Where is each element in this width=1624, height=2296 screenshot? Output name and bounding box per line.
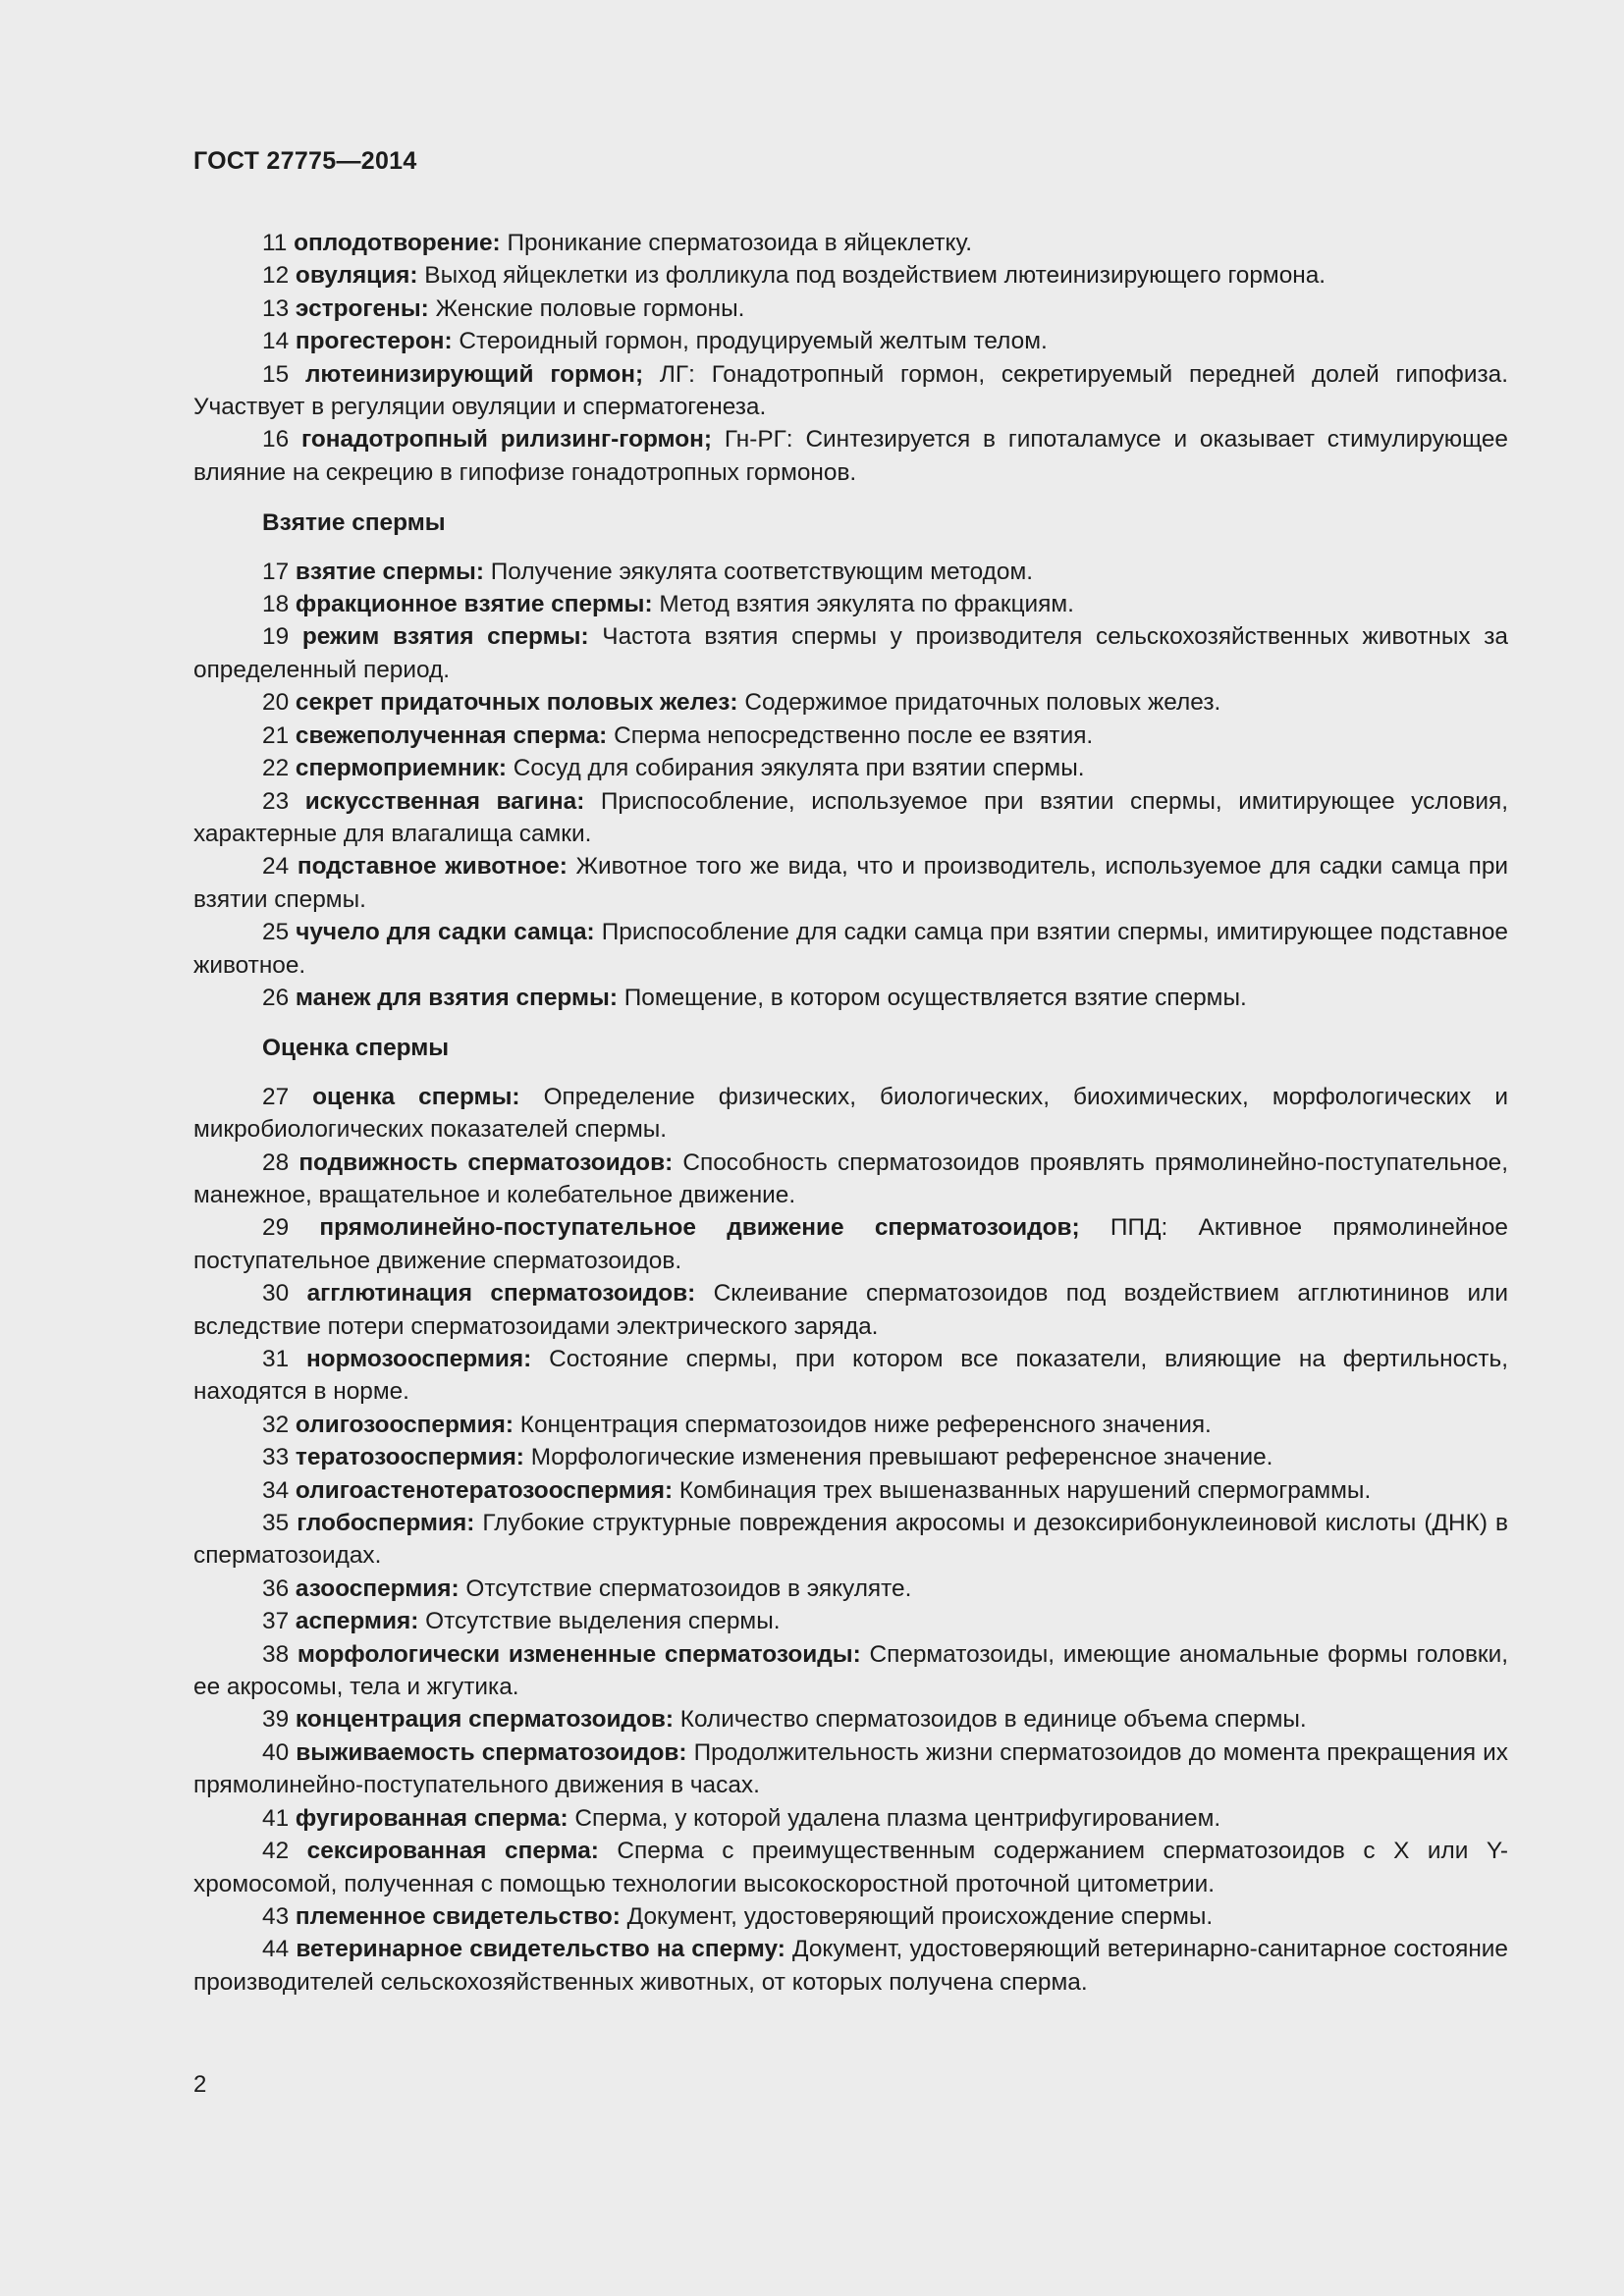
term-entry xyxy=(193,785,1508,851)
term-number: 26 xyxy=(262,984,290,1011)
term-number: 13 xyxy=(262,294,290,322)
term-name: оценка спермы: xyxy=(312,1083,520,1110)
term-number: 37 xyxy=(262,1608,290,1635)
term-section xyxy=(193,227,1508,489)
term-name: эстрогены: xyxy=(295,294,429,322)
term-section xyxy=(193,507,1508,1014)
section-heading: Взятие спермы xyxy=(262,509,446,537)
term-entry xyxy=(193,686,1508,719)
term-definition: Количество сперматозоидов в единице объема спермы. xyxy=(673,1706,1307,1734)
term-number: 11 xyxy=(262,230,288,256)
document-body xyxy=(193,227,1508,1999)
term-number: 35 xyxy=(262,1510,290,1537)
term-entry xyxy=(193,720,1508,752)
term-entry xyxy=(193,259,1508,292)
term-entry xyxy=(193,1703,1508,1735)
term-name: прямолинейно-поступательное движение сперматозоидов; xyxy=(319,1214,1080,1242)
term-name: режим взятия спермы: xyxy=(301,623,589,651)
term-entry xyxy=(193,1736,1508,1802)
term-entry xyxy=(193,358,1508,424)
term-entry xyxy=(193,1507,1508,1573)
term-number: 14 xyxy=(262,328,290,355)
term-definition: Продолжительность жизни сперматозоидов до момента прекращения их прямолинейно-поступательного движения в часах. xyxy=(193,1738,1508,1799)
term-name: лютеинизирующий гормон; xyxy=(304,360,644,388)
term-definition: Получение эякулята соответствующим методом. xyxy=(484,558,1034,585)
term-number: 28 xyxy=(262,1148,290,1176)
term-entry xyxy=(193,982,1508,1014)
term-name: овуляция: xyxy=(295,262,418,290)
term-definition: Приспособление для садки самца при взятии спермы, имитирующее подставное животное. xyxy=(193,919,1509,979)
term-number: 38 xyxy=(262,1640,290,1668)
term-number: 40 xyxy=(262,1738,290,1766)
term-number: 15 xyxy=(262,360,290,388)
term-name: гонадотропный рилизинг-гормон; xyxy=(301,426,713,454)
term-definition: Глубокие структурные повреждения акросомы и дезоксирибонуклеиновой кислоты (ДНК) в сперматозоидах. xyxy=(193,1510,1508,1570)
term-number: 22 xyxy=(262,755,290,782)
term-entry xyxy=(193,1277,1508,1343)
term-definition: Склеивание сперматозоидов под воздействием агглютининов или вследствие потери сперматозоидами электрического заряда. xyxy=(193,1280,1508,1340)
term-name: выживаемость сперматозоидов: xyxy=(296,1738,687,1766)
term-number: 31 xyxy=(262,1346,290,1372)
term-name: племенное свидетельство: xyxy=(295,1902,621,1930)
term-name: олигоастенотератозооспермия: xyxy=(295,1476,674,1504)
term-number: 33 xyxy=(262,1444,290,1471)
term-number: 21 xyxy=(262,721,290,749)
term-name: агглютинация сперматозоидов: xyxy=(306,1280,696,1308)
term-entry xyxy=(193,1900,1508,1933)
term-definition: Помещение, в котором осуществляется взятие спермы. xyxy=(617,984,1247,1011)
term-entry xyxy=(193,1835,1508,1900)
term-entry xyxy=(193,850,1508,916)
term-name: фугированная сперма: xyxy=(295,1804,568,1832)
term-name: аспермия: xyxy=(295,1608,419,1635)
term-name: подставное животное: xyxy=(297,853,568,881)
term-number: 29 xyxy=(262,1214,290,1242)
term-number: 41 xyxy=(262,1804,290,1832)
term-number: 17 xyxy=(262,558,290,585)
term-definition: ППД: Активное прямолинейное поступательное движение сперматозоидов. xyxy=(193,1214,1508,1274)
term-number: 24 xyxy=(262,853,290,881)
term-entry xyxy=(193,1441,1508,1473)
term-definition: Комбинация трех вышеназванных нарушений спермограммы. xyxy=(673,1476,1372,1504)
term-name: свежеполученная сперма: xyxy=(295,721,608,749)
term-name: прогестерон: xyxy=(295,328,453,355)
term-name: сексированная сперма: xyxy=(306,1838,599,1865)
term-definition: Метод взятия эякулята по фракциям. xyxy=(652,591,1074,618)
term-entry xyxy=(193,1802,1508,1835)
term-name: олигозооспермия: xyxy=(295,1411,514,1438)
term-entry xyxy=(193,1147,1508,1212)
term-name: манеж для взятия спермы: xyxy=(295,984,618,1011)
term-entry xyxy=(193,588,1508,620)
term-definition: Сосуд для собирания эякулята при взятии спермы. xyxy=(506,755,1085,782)
term-entry xyxy=(193,1081,1508,1147)
term-number: 43 xyxy=(262,1902,290,1930)
section-heading: Оценка спермы xyxy=(262,1035,450,1062)
term-entry xyxy=(193,556,1508,588)
term-definition: ЛГ: Гонадотропный гормон, секретируемый передней долей гипофиза. Участвует в регуляции овуляции и сперматогенеза. xyxy=(193,360,1508,421)
term-entry xyxy=(193,1211,1508,1277)
term-number: 34 xyxy=(262,1476,290,1504)
term-entry xyxy=(193,423,1508,489)
term-definition: Способность сперматозоидов проявлять прямолинейно-поступательное, манежное, вращательное и колебательное движение. xyxy=(193,1148,1508,1208)
term-name: концентрация сперматозоидов: xyxy=(295,1706,674,1734)
term-entry xyxy=(193,752,1508,784)
term-number: 18 xyxy=(262,591,290,618)
term-number: 30 xyxy=(262,1280,290,1308)
term-name: нормозооспермия: xyxy=(305,1346,532,1372)
term-definition: Выход яйцеклетки из фолликула под воздействием лютеинизирующего гормона. xyxy=(417,262,1326,290)
term-number: 19 xyxy=(262,623,290,651)
term-number: 32 xyxy=(262,1411,290,1438)
term-definition: Сперма, у которой удалена плазма центрифугированием. xyxy=(568,1804,1221,1832)
term-definition: Сперматозоиды, имеющие аномальные формы головки, ее акросомы, тела и жгутика. xyxy=(193,1640,1509,1701)
term-number: 23 xyxy=(262,787,290,815)
term-entry xyxy=(193,325,1508,357)
term-entry xyxy=(193,227,1508,259)
term-definition: Морфологические изменения превышают референсное значение. xyxy=(523,1444,1273,1471)
term-number: 36 xyxy=(262,1575,290,1602)
term-definition: Женские половые гормоны. xyxy=(428,294,745,322)
term-entry xyxy=(193,293,1508,325)
term-name: тератозооспермия: xyxy=(295,1444,524,1471)
term-entry xyxy=(193,916,1508,982)
term-entry xyxy=(193,1933,1508,1999)
term-name: чучело для садки самца: xyxy=(296,919,595,946)
term-number: 39 xyxy=(262,1706,290,1734)
term-definition: Сперма с преимущественным содержанием сперматозоидов с X или Y-хромосомой, полученная с помощью технологии высокоскоростной проточной цитометрии. xyxy=(193,1838,1509,1897)
term-definition: Проникание сперматозоида в яйцеклетку. xyxy=(500,230,973,256)
term-name: ветеринарное свидетельство на сперму: xyxy=(296,1936,785,1963)
term-definition: Частота взятия спермы у производителя сельскохозяйственных животных за определенный период. xyxy=(193,623,1508,683)
term-definition: Стероидный гормон, продуцируемый желтым телом. xyxy=(452,328,1048,355)
term-entry xyxy=(193,1573,1508,1605)
term-section xyxy=(193,1032,1508,1999)
term-name: спермоприемник: xyxy=(295,755,507,782)
term-definition: Приспособление, используемое при взятии спермы, имитирующее условия, характерные для влагалища самки. xyxy=(193,787,1509,847)
term-number: 42 xyxy=(262,1838,290,1865)
term-number: 25 xyxy=(262,919,290,946)
term-name: азооспермия: xyxy=(295,1575,460,1602)
term-number: 44 xyxy=(262,1936,290,1963)
term-definition: Содержимое придаточных половых желез. xyxy=(737,689,1221,717)
term-definition: Состояние спермы, при котором все показатели, влияющие на фертильность, находятся в норме. xyxy=(193,1346,1508,1406)
term-name: подвижность сперматозоидов: xyxy=(298,1148,674,1176)
term-name: оплодотворение: xyxy=(294,230,501,256)
term-definition: Отсутствие выделения спермы. xyxy=(418,1608,781,1635)
term-definition: Документ, удостоверяющий ветеринарно-санитарное состояние производителей сельскохозяйственных животных, от которых получена сперма. xyxy=(193,1936,1508,1996)
term-entry xyxy=(193,1474,1508,1507)
term-number: 20 xyxy=(262,689,290,717)
term-definition: Животное того же вида, что и производитель, используемое для садки самца при взятии спермы. xyxy=(193,853,1509,913)
term-entry xyxy=(193,1343,1508,1409)
term-number: 16 xyxy=(262,426,290,454)
term-definition: Документ, удостоверяющий происхождение спермы. xyxy=(620,1902,1214,1930)
document-header: ГОСТ 27775—2014 xyxy=(193,147,417,175)
term-entry xyxy=(193,1605,1508,1637)
page-number: 2 xyxy=(193,2071,207,2098)
term-number: 12 xyxy=(262,262,290,290)
term-definition: Концентрация сперматозоидов ниже референсного значения. xyxy=(513,1411,1212,1438)
term-name: морфологически измененные сперматозоиды: xyxy=(297,1640,861,1668)
term-name: взятие спермы: xyxy=(295,558,484,585)
term-name: фракционное взятие спермы: xyxy=(295,591,653,618)
term-definition: Отсутствие сперматозоидов в эякуляте. xyxy=(459,1575,912,1602)
term-definition: Определение физических, биологических, биохимических, морфологических и микробиологических показателей спермы. xyxy=(193,1083,1508,1144)
term-entry xyxy=(193,1409,1508,1441)
term-name: искусственная вагина: xyxy=(304,787,585,815)
term-entry xyxy=(193,620,1508,686)
term-number: 27 xyxy=(262,1083,290,1110)
term-entry xyxy=(193,1638,1508,1704)
term-definition: Гн-РГ: Синтезируется в гипоталамусе и оказывает стимулирующее влияние на секрецию в гипофизе гонадотропных гормонов. xyxy=(193,426,1509,486)
term-definition: Сперма непосредственно после ее взятия. xyxy=(607,721,1094,749)
term-name: глобоспермия: xyxy=(297,1510,475,1537)
term-name: секрет придаточных половых желез: xyxy=(295,689,738,717)
